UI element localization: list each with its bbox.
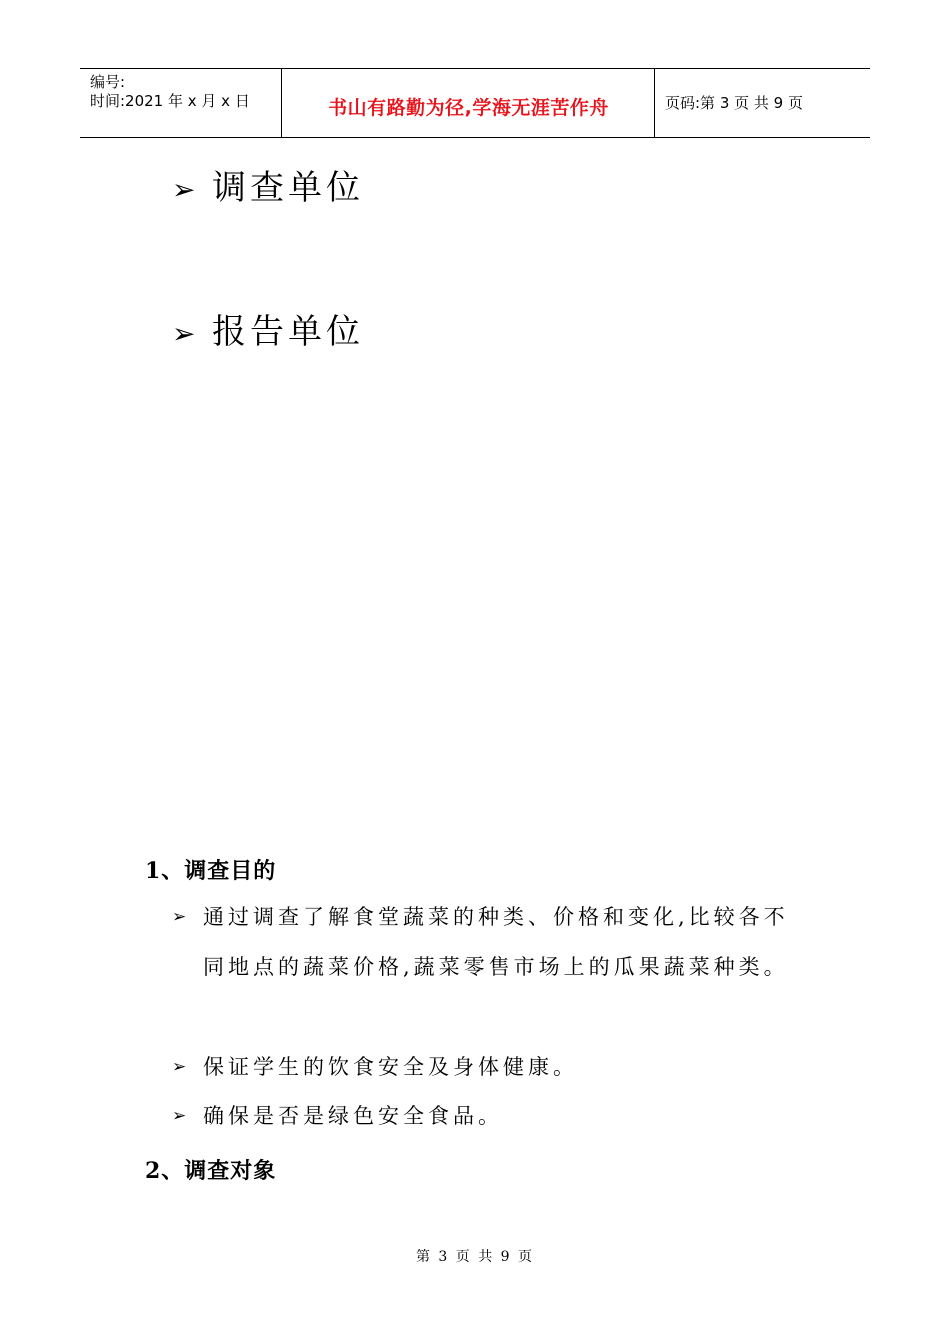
bullet-purpose-3 (172, 1091, 812, 1141)
header-page-info: 页码:第 3 页 共 9 页 (665, 94, 803, 112)
section-title-subjects: 2、调查对象 (145, 1158, 277, 1184)
item-report-unit-text: 报告单位 (212, 312, 364, 352)
bullet-purpose-2 (172, 1042, 812, 1092)
document-time-label: 时间:2021 年 x 月 x 日 (90, 92, 250, 110)
arrow-bullet-icon: ➢ (172, 1057, 191, 1077)
bullet-text: 保证学生的饮食安全及身体健康。 (203, 1055, 578, 1079)
item-report-unit (172, 304, 364, 353)
arrow-bullet-icon: ➢ (172, 907, 191, 927)
arrow-bullet-icon: ➢ (172, 173, 200, 206)
item-survey-unit (172, 160, 364, 209)
header-left-cell (80, 69, 282, 137)
header-middle-cell (282, 69, 655, 137)
arrow-bullet-icon: ➢ (172, 1106, 191, 1126)
page-footer: 第 3 页 共 9 页 (415, 1249, 535, 1265)
document-header (80, 68, 870, 138)
header-right-cell (655, 69, 870, 137)
item-survey-unit-text: 调查单位 (212, 168, 364, 208)
arrow-bullet-icon: ➢ (172, 317, 200, 350)
document-number-label: 编号: (90, 73, 126, 91)
section-title-purpose: 1、调查目的 (145, 858, 277, 884)
bullet-text: 通过调查了解食堂蔬菜的种类、价格和变化,比较各不同地点的蔬菜价格,蔬菜零售市场上的瓜果蔬菜种类。 (203, 905, 789, 979)
header-motto: 书山有路勤为径,学海无涯苦作舟 (328, 97, 609, 119)
bullet-purpose-1 (172, 892, 812, 992)
bullet-text: 确保是否是绿色安全食品。 (203, 1104, 503, 1128)
